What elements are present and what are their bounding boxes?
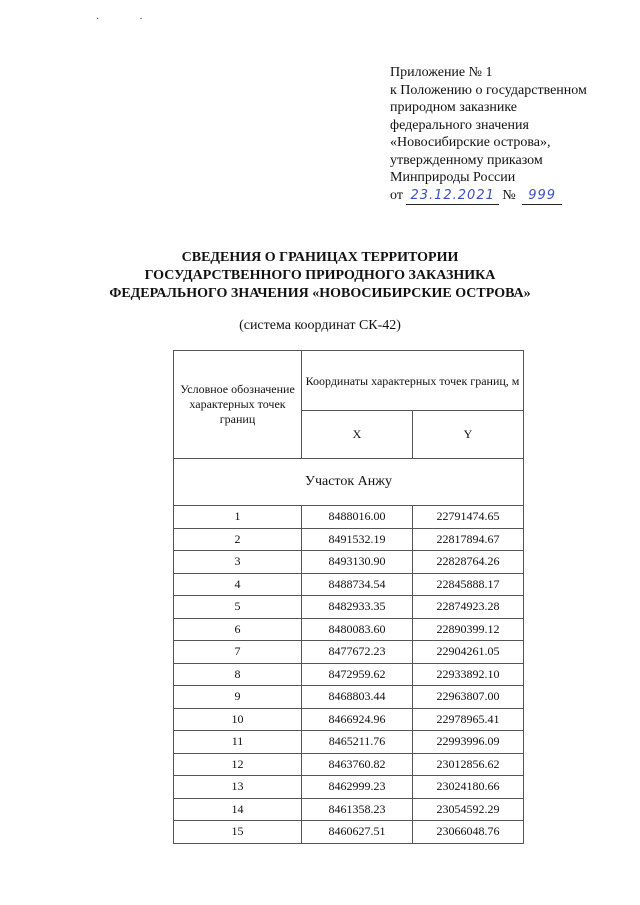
point-number-cell: 13	[174, 776, 302, 799]
y-coordinate-cell: 22828764.26	[413, 551, 524, 574]
x-coordinate-cell: 8462999.23	[302, 776, 413, 799]
y-coordinate-cell: 22993996.09	[413, 731, 524, 754]
x-coordinate-cell: 8488016.00	[302, 506, 413, 529]
x-coordinate-cell: 8482933.35	[302, 596, 413, 619]
title-line: ФЕДЕРАЛЬНОГО ЗНАЧЕНИЯ «НОВОСИБИРСКИЕ ОСТРОВА»	[109, 286, 531, 301]
point-number-cell: 3	[174, 551, 302, 574]
x-coordinate-cell: 8472959.62	[302, 663, 413, 686]
point-number-cell: 1	[174, 506, 302, 529]
table-row	[174, 618, 524, 641]
table-row	[174, 596, 524, 619]
point-number-cell: 14	[174, 798, 302, 821]
y-header: Y	[413, 411, 524, 459]
x-coordinate-cell: 8463760.82	[302, 753, 413, 776]
y-coordinate-cell: 22817894.67	[413, 528, 524, 551]
table-row	[174, 753, 524, 776]
y-coordinate-cell: 22890399.12	[413, 618, 524, 641]
table-row	[174, 551, 524, 574]
y-coordinate-cell: 23024180.66	[413, 776, 524, 799]
table-row	[174, 821, 524, 844]
appendix-line: к Положению о государственном	[390, 82, 587, 98]
y-coordinate-cell: 23012856.62	[413, 753, 524, 776]
point-number-cell: 7	[174, 641, 302, 664]
appendix-line: Приложение № 1	[390, 65, 493, 80]
point-number-cell: 11	[174, 731, 302, 754]
table-row	[174, 708, 524, 731]
x-coordinate-cell: 8461358.23	[302, 798, 413, 821]
coordinate-system-note: (система координат СК-42)	[239, 318, 401, 333]
point-number-cell: 12	[174, 753, 302, 776]
document-title	[60, 249, 580, 303]
point-number-cell: 6	[174, 618, 302, 641]
appendix-line: Минприроды России	[390, 170, 516, 185]
x-coordinate-cell: 8493130.90	[302, 551, 413, 574]
section-heading: Участок Анжу	[174, 459, 524, 506]
table-row	[174, 663, 524, 686]
y-coordinate-cell: 22874923.28	[413, 596, 524, 619]
x-coordinate-cell: 8477672.23	[302, 641, 413, 664]
table-row	[174, 573, 524, 596]
table-row	[174, 798, 524, 821]
point-number-cell: 15	[174, 821, 302, 844]
title-line: СВЕДЕНИЯ О ГРАНИЦАХ ТЕРРИТОРИИ	[181, 250, 459, 265]
from-label: от	[390, 187, 403, 203]
point-designation-header: Условное обозначение характерных точек границ	[174, 351, 302, 459]
point-number-cell: 10	[174, 708, 302, 731]
x-coordinate-cell: 8468803.44	[302, 686, 413, 709]
x-coordinate-cell: 8466924.96	[302, 708, 413, 731]
appendix-date-line	[390, 187, 630, 206]
table-row	[174, 686, 524, 709]
appendix-line: природном заказнике	[390, 100, 518, 115]
x-coordinate-cell: 8480083.60	[302, 618, 413, 641]
table-row	[174, 776, 524, 799]
x-coordinate-cell: 8491532.19	[302, 528, 413, 551]
table-row	[174, 506, 524, 529]
point-number-cell: 8	[174, 663, 302, 686]
title-line: ГОСУДАРСТВЕННОГО ПРИРОДНОГО ЗАКАЗНИКА	[144, 268, 496, 283]
scan-specks: ··	[96, 14, 183, 25]
y-coordinate-cell: 22963807.00	[413, 686, 524, 709]
x-header: X	[302, 411, 413, 459]
y-coordinate-cell: 22933892.10	[413, 663, 524, 686]
handwritten-number: 999	[522, 187, 562, 206]
appendix-line: «Новосибирские острова»,	[390, 135, 551, 150]
point-number-cell: 2	[174, 528, 302, 551]
point-number-cell: 9	[174, 686, 302, 709]
y-coordinate-cell: 22978965.41	[413, 708, 524, 731]
y-coordinate-cell: 22904261.05	[413, 641, 524, 664]
x-coordinate-cell: 8460627.51	[302, 821, 413, 844]
y-coordinate-cell: 23066048.76	[413, 821, 524, 844]
y-coordinate-cell: 23054592.29	[413, 798, 524, 821]
appendix-block	[390, 64, 630, 205]
appendix-line: утвержденному приказом	[390, 152, 543, 168]
y-coordinate-cell: 22845888.17	[413, 573, 524, 596]
x-coordinate-cell: 8465211.76	[302, 731, 413, 754]
table-row	[174, 641, 524, 664]
table-row	[174, 731, 524, 754]
point-number-cell: 4	[174, 573, 302, 596]
coordinates-table	[173, 350, 524, 844]
point-number-cell: 5	[174, 596, 302, 619]
appendix-line: федерального значения	[390, 117, 529, 133]
coordinates-header: Координаты характерных точек границ, м	[302, 351, 524, 411]
handwritten-date: 23.12.2021	[406, 187, 498, 206]
x-coordinate-cell: 8488734.54	[302, 573, 413, 596]
y-coordinate-cell: 22791474.65	[413, 506, 524, 529]
number-label: №	[502, 187, 516, 203]
table-row	[174, 528, 524, 551]
